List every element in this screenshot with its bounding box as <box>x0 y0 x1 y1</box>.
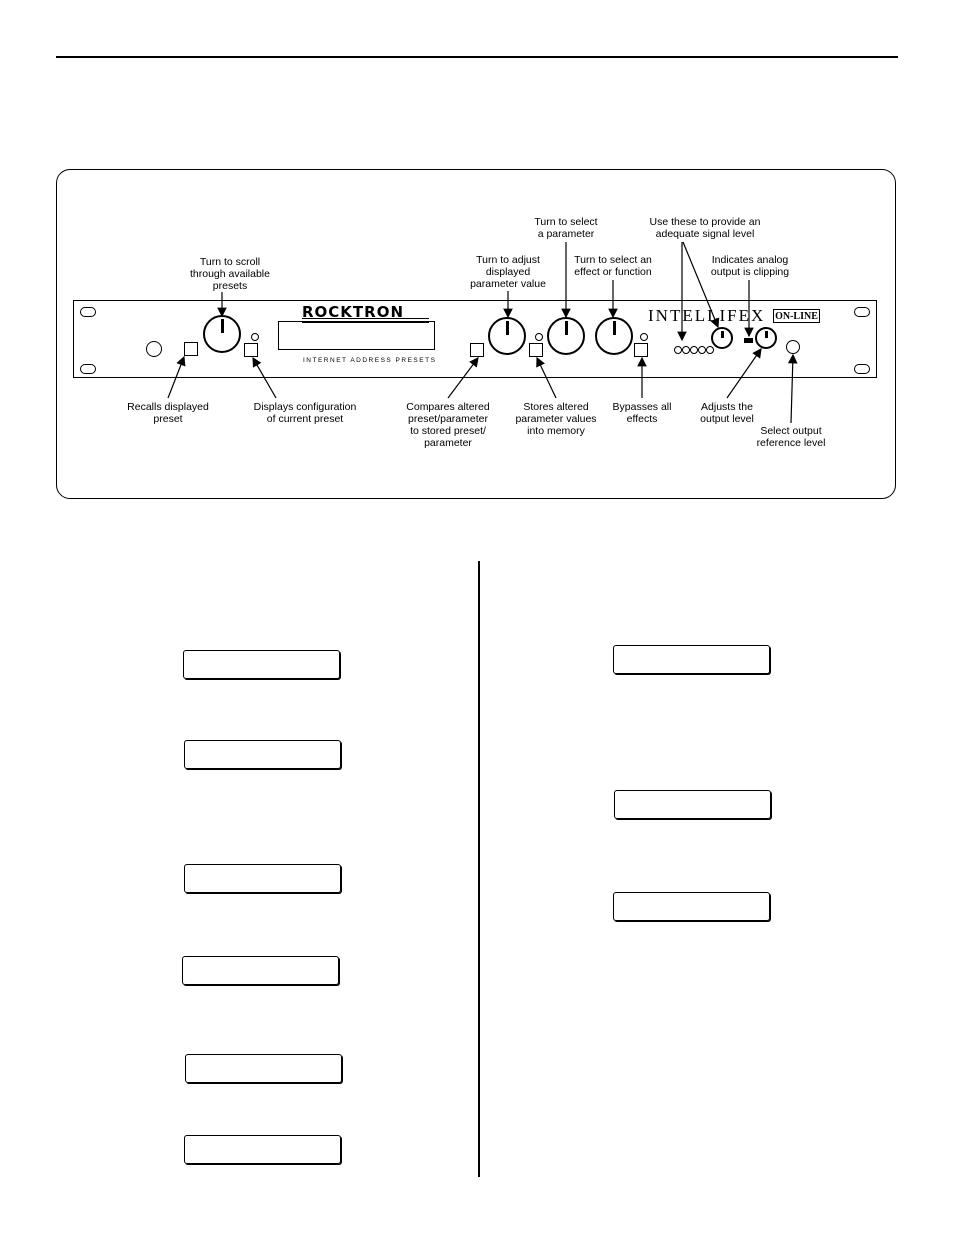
callout-clipping: Indicates analog output is clipping <box>710 254 790 278</box>
callout-adjust-param: Turn to adjust displayed parameter value <box>470 254 546 290</box>
lcd-display-left-2 <box>184 740 341 769</box>
lcd-display-right-1 <box>613 645 770 674</box>
lcd-display-left-5 <box>185 1054 342 1083</box>
callout-ref-level: Select output reference level <box>756 425 826 449</box>
callout-compare: Compares altered preset/parameter to stored preset/ parameter <box>406 401 490 449</box>
callout-output-level: Adjusts the output level <box>700 401 754 425</box>
online-badge: ON-LINE <box>773 309 820 323</box>
callout-scroll-presets: Turn to scroll through available presets <box>190 256 270 292</box>
callout-recall: Recalls displayed preset <box>127 401 209 425</box>
lcd-display-left-1 <box>183 650 340 679</box>
brand-logo: ROCKTRON <box>302 303 405 321</box>
model-logo: INTELLIFEX <box>648 306 766 325</box>
callout-signal-level: Use these to provide an adequate signal level <box>649 216 761 240</box>
lcd-display-right-3 <box>613 892 770 921</box>
callout-bypass: Bypasses all effects <box>612 401 672 425</box>
callout-select-param: Turn to select a parameter <box>534 216 598 240</box>
lcd-display-right-2 <box>614 790 771 819</box>
lcd-display-left-6 <box>184 1135 341 1164</box>
lcd-display-left-3 <box>184 864 341 893</box>
callout-select-effect: Turn to select an effect or function <box>574 254 652 278</box>
column-divider <box>478 561 480 1177</box>
callout-store: Stores altered parameter values into memory <box>515 401 597 437</box>
callout-display-config: Displays configuration of current preset <box>253 401 357 425</box>
preset-strip-label: INTERNET ADDRESS PRESETS <box>303 357 437 364</box>
lcd-display-left-4 <box>182 956 339 985</box>
